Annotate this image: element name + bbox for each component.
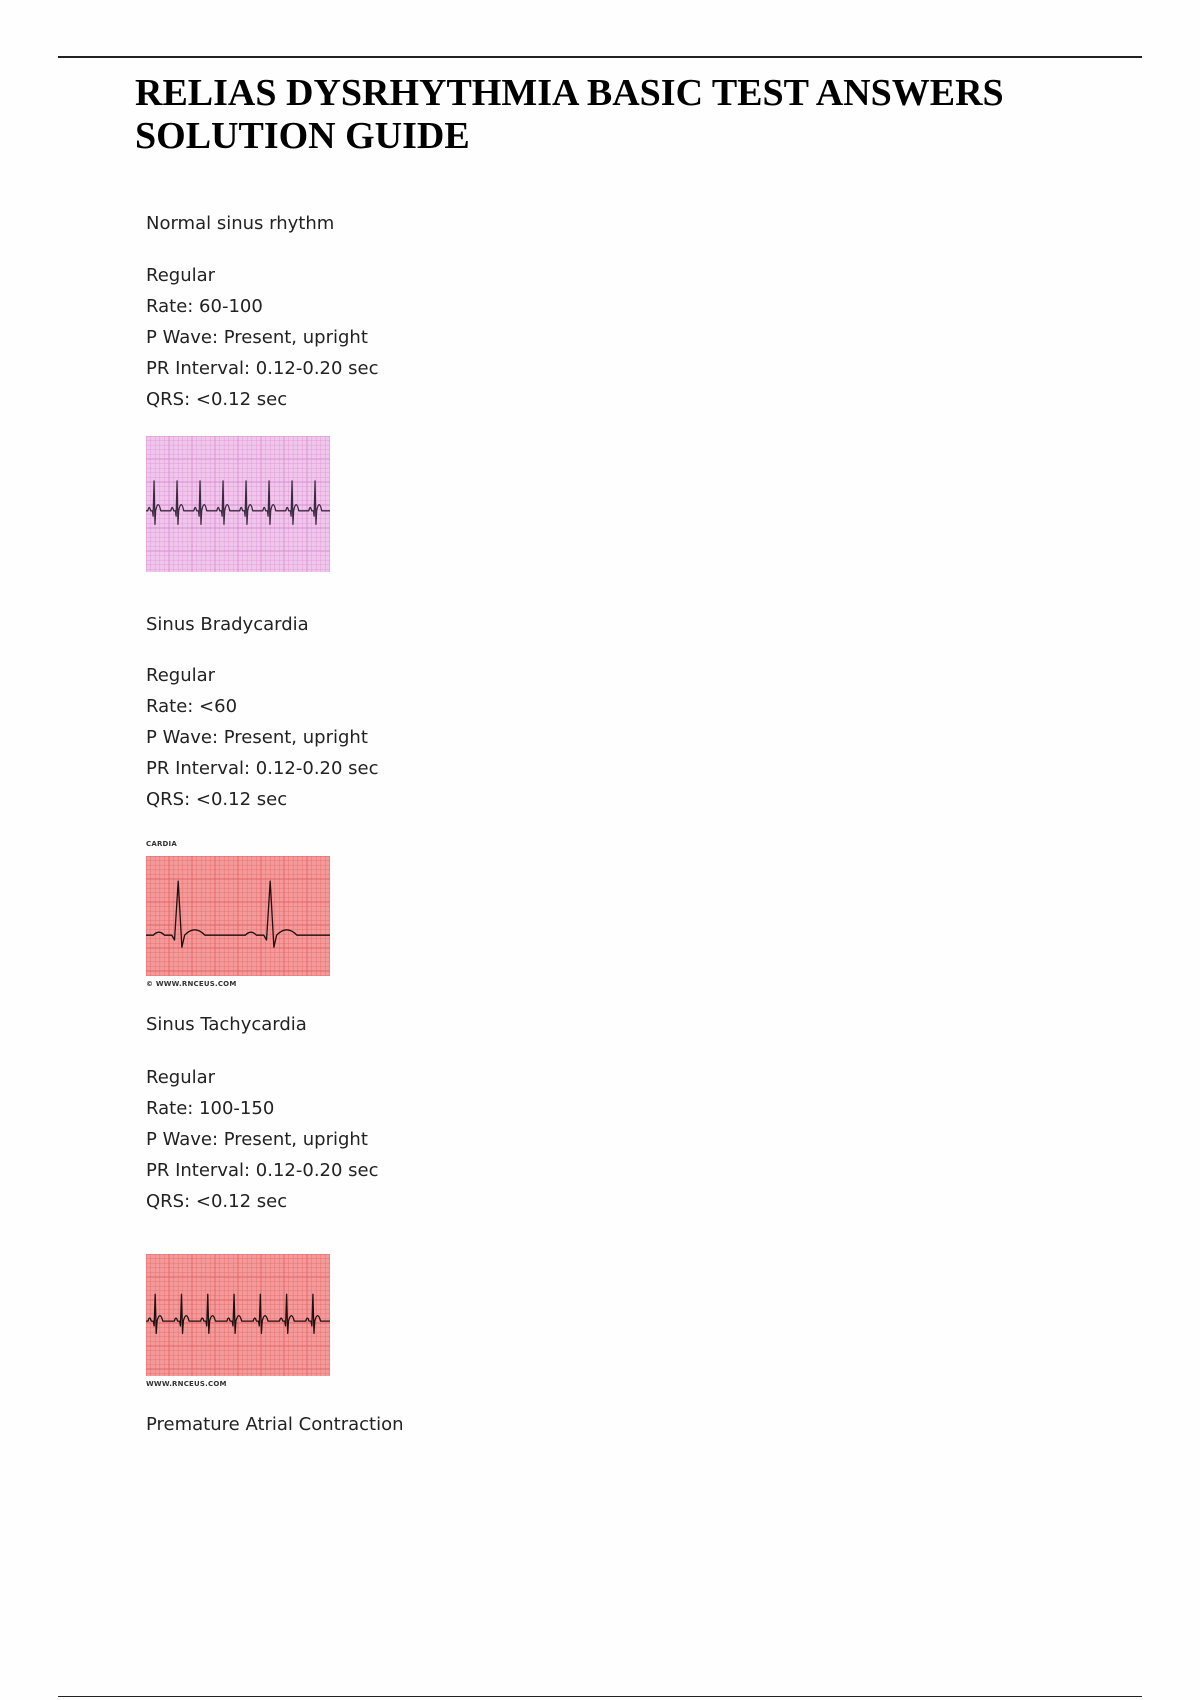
ecg-grid xyxy=(146,1254,330,1376)
ecg-grid xyxy=(146,856,330,976)
strip-credit: WWW.RNCEUS.COM xyxy=(146,1380,227,1388)
criteria-pr-interval: PR Interval: 0.12-0.20 sec xyxy=(146,758,379,779)
criteria-qrs: QRS: <0.12 sec xyxy=(146,1191,288,1212)
ecg-strip-image xyxy=(146,856,330,976)
ecg-strip-sinus-bradycardia xyxy=(146,856,330,976)
strip-credit: © WWW.RNCEUS.COM xyxy=(146,980,237,988)
criteria-qrs: QRS: <0.12 sec xyxy=(146,789,288,810)
criteria-p-wave: P Wave: Present, upright xyxy=(146,1129,368,1150)
criteria-p-wave: P Wave: Present, upright xyxy=(146,727,368,748)
ecg-grid xyxy=(146,436,330,572)
criteria-rate: Rate: 60-100 xyxy=(146,296,263,317)
ecg-strip-image xyxy=(146,1254,330,1376)
bottom-rule xyxy=(58,1696,1142,1697)
rhythm-criteria-list xyxy=(146,1062,379,1217)
strip-caption-above: CARDIA xyxy=(146,840,177,848)
document-title: RELIAS DYSRHYTHMIA BASIC TEST ANSWERS SOLUTION GUIDE xyxy=(135,72,1004,157)
criteria-rate: Rate: 100-150 xyxy=(146,1098,275,1119)
criteria-rate: Rate: <60 xyxy=(146,696,238,717)
section-heading-sinus-tachycardia: Sinus Tachycardia xyxy=(146,1014,307,1035)
rhythm-criteria-list xyxy=(146,660,379,815)
ecg-strip-image xyxy=(146,436,330,572)
criteria-qrs: QRS: <0.12 sec xyxy=(146,389,288,410)
top-rule xyxy=(58,56,1142,58)
criteria-regularity: Regular xyxy=(146,1067,216,1088)
section-heading-sinus-bradycardia: Sinus Bradycardia xyxy=(146,614,309,635)
section-heading-normal-sinus-rhythm: Normal sinus rhythm xyxy=(146,213,335,234)
ecg-strip-sinus-tachycardia xyxy=(146,1254,330,1376)
criteria-pr-interval: PR Interval: 0.12-0.20 sec xyxy=(146,1160,379,1181)
ecg-strip-normal-sinus-rhythm xyxy=(146,436,330,572)
section-heading-premature-atrial-contraction: Premature Atrial Contraction xyxy=(146,1414,404,1435)
criteria-regularity: Regular xyxy=(146,265,216,286)
criteria-regularity: Regular xyxy=(146,665,216,686)
criteria-pr-interval: PR Interval: 0.12-0.20 sec xyxy=(146,358,379,379)
rhythm-criteria-list xyxy=(146,260,379,415)
criteria-p-wave: P Wave: Present, upright xyxy=(146,327,368,348)
